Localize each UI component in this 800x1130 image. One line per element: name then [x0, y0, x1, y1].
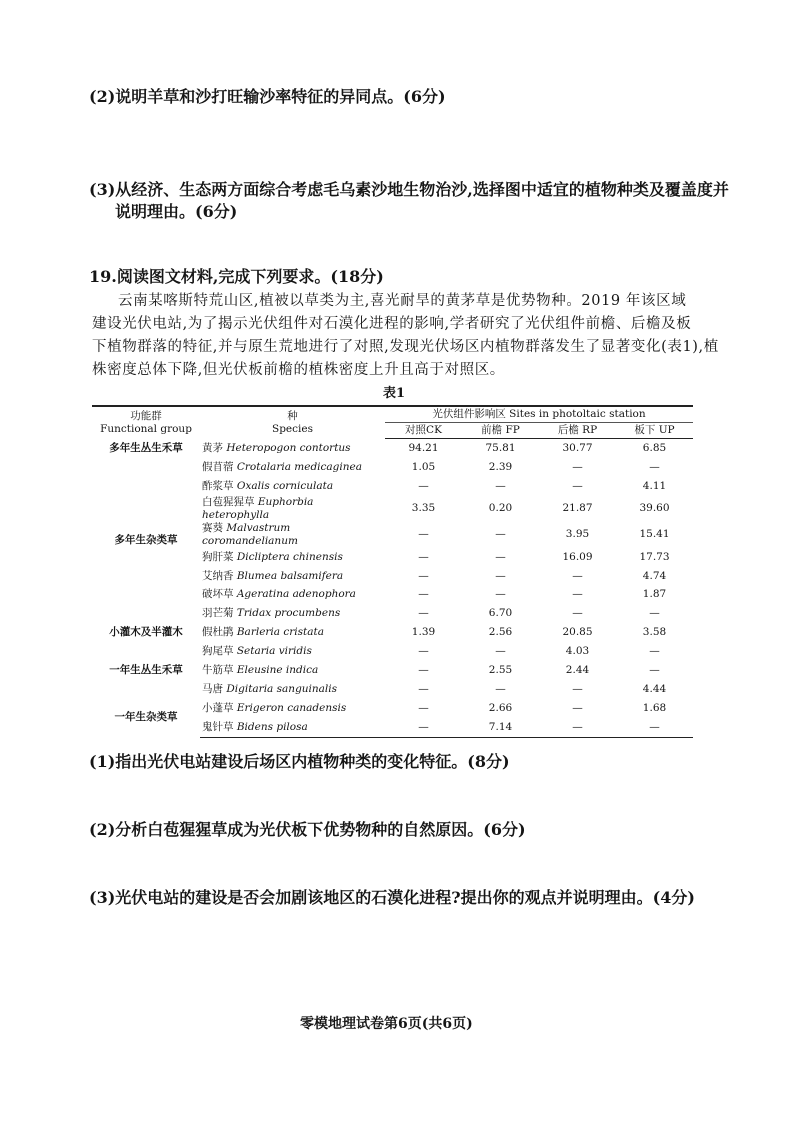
species-cell — [200, 548, 385, 567]
species-cn-name: 酢浆草 — [202, 479, 234, 492]
header-sites: 光伏组件影响区 Sites in photoltaic station — [385, 406, 693, 423]
value-cell-rp: 3.95 — [565, 528, 590, 541]
value-cell-ck: — — [418, 550, 429, 563]
value-cell-ck: — — [418, 607, 429, 620]
table-row — [92, 642, 693, 661]
species-latin-name: Barleria cristata — [236, 626, 324, 639]
value-cell-fp: 7.14 — [462, 718, 539, 737]
species-cn-name: 赛葵 — [202, 521, 223, 534]
value-cell-up: 4.74 — [642, 569, 667, 582]
species-cell — [200, 642, 385, 661]
species-cn-name: 牛筋草 — [202, 663, 234, 676]
species-latin-name: Eleusine indica — [236, 663, 319, 676]
species-latin-name: Blumea balsamifera — [236, 569, 344, 582]
value-cell-ck: — — [418, 528, 429, 541]
value-cell-ck: — — [418, 588, 429, 601]
species-cell — [200, 699, 385, 718]
species-cell — [200, 439, 385, 458]
species-latin-name: Bidens pilosa — [236, 720, 308, 733]
species-latin-name: Erigeron canadensis — [236, 701, 347, 714]
species-latin-name: Setaria viridis — [236, 645, 312, 658]
value-cell-rp: 16.09 — [562, 550, 593, 563]
value-cell-rp: 4.03 — [565, 645, 590, 658]
species-cell — [200, 496, 385, 522]
species-cell — [200, 718, 385, 737]
species-cn-name: 黄茅 — [202, 441, 223, 454]
header-col-fp: 前檐 FP — [462, 423, 539, 439]
species-cn-name: 破坏草 — [202, 588, 234, 601]
question-19-title: 19.阅读图文材料,完成下列要求。(18分) — [89, 267, 384, 286]
value-cell-up: 17.73 — [639, 550, 670, 563]
value-cell-up: 1.68 — [642, 701, 667, 714]
value-cell-fp: 2.39 — [488, 460, 513, 473]
species-cn-name: 白苞猩猩草 — [202, 495, 255, 508]
functional-group-cell: 多年生丛生禾草 — [109, 441, 183, 454]
species-latin-name: Malvastrum coromandelianum — [202, 521, 298, 547]
material-paragraph-line1: 云南某喀斯特荒山区,植被以草类为主,喜光耐旱的黄茅草是优势物种。2019 年该区域 — [118, 293, 687, 309]
species-cn-name: 鬼针草 — [202, 720, 234, 733]
species-cell — [200, 522, 385, 548]
value-cell-ck: — — [418, 645, 429, 658]
value-cell-fp: — — [495, 528, 506, 541]
value-cell-rp: — — [572, 607, 583, 620]
sub-question-1: (1)指出光伏电站建设后场区内植物种类的变化特征。(8分) — [89, 752, 510, 771]
value-cell-ck: — — [385, 718, 462, 737]
table-row — [92, 623, 693, 642]
value-cell-up: 39.60 — [639, 502, 670, 515]
page-footer: 零模地理试卷第6页(共6页) — [300, 1016, 473, 1032]
header-species — [200, 406, 385, 439]
value-cell-ck: — — [418, 479, 429, 492]
species-cn-name: 假杜鹃 — [202, 626, 234, 639]
value-cell-up: — — [649, 607, 660, 620]
value-cell-rp: — — [572, 588, 583, 601]
species-cell — [200, 623, 385, 642]
species-cell — [200, 604, 385, 623]
value-cell-ck: 94.21 — [408, 441, 439, 454]
value-cell-up: 4.11 — [642, 479, 667, 492]
header-group-en: Functional group — [100, 422, 192, 435]
value-cell-fp: 75.81 — [485, 441, 516, 454]
value-cell-fp: — — [495, 588, 506, 601]
value-cell-rp: — — [572, 460, 583, 473]
species-cn-name: 艾纳香 — [202, 569, 234, 582]
species-latin-name: Euphorbia heterophylla — [202, 495, 314, 521]
value-cell-rp: 20.85 — [562, 626, 593, 639]
value-cell-up: 1.87 — [642, 588, 667, 601]
value-cell-ck: — — [418, 682, 429, 695]
value-cell-rp: 2.44 — [565, 663, 590, 676]
question-2-text: (2)说明羊草和沙打旺输沙率特征的异同点。(6分) — [89, 87, 446, 106]
species-latin-name: Heteropogon contortus — [226, 441, 351, 454]
value-cell-fp: — — [495, 682, 506, 695]
value-cell-up: 6.85 — [642, 441, 667, 454]
value-cell-up: 3.58 — [642, 626, 667, 639]
value-cell-up: — — [649, 663, 660, 676]
value-cell-rp: — — [572, 701, 583, 714]
material-paragraph-line2: 建设光伏电站,为了揭示光伏组件对石漠化进程的影响,学者研究了光伏组件前檐、后檐及板 — [92, 316, 692, 332]
species-cell — [200, 680, 385, 699]
functional-group-cell: 多年生杂类草 — [114, 534, 178, 547]
species-cn-name: 狗尾草 — [202, 645, 234, 658]
header-col-ck: 对照CK — [385, 423, 462, 439]
header-species-cn: 种 — [287, 409, 298, 422]
species-cn-name: 马唐 — [202, 682, 223, 695]
header-group-cn: 功能群 — [130, 409, 162, 422]
value-cell-fp: — — [495, 550, 506, 563]
value-cell-ck: — — [418, 663, 429, 676]
table-row — [92, 458, 693, 477]
value-cell-fp: — — [495, 479, 506, 492]
species-cell — [200, 477, 385, 496]
value-cell-fp: — — [495, 569, 506, 582]
value-cell-ck: 3.35 — [411, 502, 436, 515]
value-cell-fp: 2.66 — [488, 701, 513, 714]
value-cell-ck: 1.39 — [411, 626, 436, 639]
header-col-up: 板下 UP — [616, 423, 693, 439]
header-functional-group — [92, 406, 200, 439]
material-paragraph-line4: 株密度总体下降,但光伏板前檐的植株密度上升且高于对照区。 — [92, 362, 505, 378]
value-cell-up: 15.41 — [639, 528, 670, 541]
value-cell-ck: — — [418, 569, 429, 582]
species-latin-name: Dicliptera chinensis — [236, 550, 343, 563]
value-cell-up: — — [649, 645, 660, 658]
species-cn-name: 假苜蓿 — [202, 460, 234, 473]
species-latin-name: Crotalaria medicaginea — [236, 460, 362, 473]
value-cell-up: — — [616, 718, 693, 737]
species-cell — [200, 458, 385, 477]
species-table — [92, 405, 693, 738]
species-latin-name: Digitaria sanguinalis — [226, 682, 338, 695]
value-cell-up: 4.44 — [642, 682, 667, 695]
species-latin-name: Tridax procumbens — [236, 607, 341, 620]
header-col-rp: 后檐 RP — [539, 423, 616, 439]
value-cell-rp: — — [572, 682, 583, 695]
value-cell-rp: 30.77 — [562, 441, 593, 454]
value-cell-ck: 1.05 — [411, 460, 436, 473]
species-latin-name: Oxalis corniculata — [236, 479, 334, 492]
functional-group-cell: 一年生杂类草 — [114, 711, 178, 724]
value-cell-rp: — — [572, 479, 583, 492]
value-cell-fp: 0.20 — [488, 502, 513, 515]
table-row — [92, 439, 693, 458]
value-cell-fp: 6.70 — [488, 607, 513, 620]
species-cn-name: 小蓬草 — [202, 701, 234, 714]
table-caption: 表1 — [383, 386, 406, 401]
species-cn-name: 羽芒菊 — [202, 607, 234, 620]
species-cn-name: 狗肝菜 — [202, 550, 234, 563]
question-3-text-line1: (3)从经济、生态两方面综合考虑毛乌素沙地生物治沙,选择图中适宜的植物种类及覆盖度并 — [89, 180, 729, 199]
species-cell — [200, 661, 385, 680]
functional-group-cell: 小灌木及半灌木 — [109, 626, 183, 639]
sub-question-3: (3)光伏电站的建设是否会加剧该地区的石漠化进程?提出你的观点并说明理由。(4分) — [89, 888, 695, 907]
value-cell-fp: 2.56 — [488, 626, 513, 639]
species-cell — [200, 567, 385, 586]
species-cell — [200, 585, 385, 604]
value-cell-fp: 2.55 — [488, 663, 513, 676]
header-species-en: Species — [272, 422, 313, 435]
value-cell-ck: — — [418, 701, 429, 714]
question-3-text-line2: 说明理由。(6分) — [115, 202, 238, 221]
table-row — [92, 699, 693, 718]
value-cell-up: — — [649, 460, 660, 473]
material-paragraph-line3: 下植物群落的特征,并与原生荒地进行了对照,发现光伏场区内植物群落发生了显著变化(表1),植 — [92, 339, 719, 355]
value-cell-rp: — — [539, 718, 616, 737]
functional-group-cell: 一年生丛生禾草 — [109, 663, 183, 676]
value-cell-fp: — — [495, 645, 506, 658]
value-cell-rp: 21.87 — [562, 502, 593, 515]
sub-question-2: (2)分析白苞猩猩草成为光伏板下优势物种的自然原因。(6分) — [89, 820, 526, 839]
species-latin-name: Ageratina adenophora — [236, 588, 356, 601]
value-cell-rp: — — [572, 569, 583, 582]
